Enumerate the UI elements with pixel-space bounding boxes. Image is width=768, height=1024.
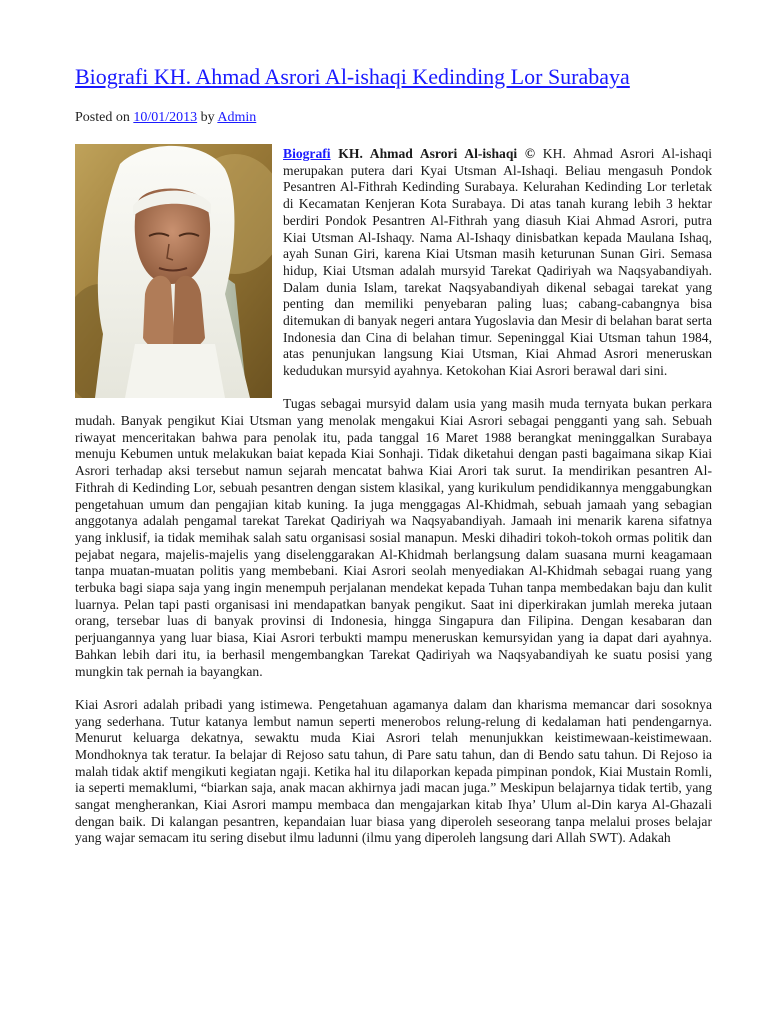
intro-paragraph <box>75 146 712 380</box>
post-meta <box>75 108 256 128</box>
title-link[interactable]: Biografi KH. Ahmad Asrori Al-ishaqi Kedinding Lor Surabaya <box>75 64 630 89</box>
post-date-link[interactable]: 10/01/2013 <box>133 110 198 125</box>
biografi-link[interactable]: Biografi <box>283 146 331 161</box>
intro-text: KH. Ahmad Asrori Al-ishaqi merupakan putera dari Kyai Utsman Al-Ishaqi. Beliau mengasuh Pondok Pesantren Al-Fithrah Kedinding Surabaya. Kelurahan Kedinding Lor terletak di Kecamatan Kenjeran Kota Surabaya. Di atas tanah kurang lebih 3 hektar berdiri Pondok Pesantren Al-Fithrah yang diasuh Kiai Ahmad Asrori, putra Kiai Utsman Al-Ishaqy. Nama Al-Ishaqy dinisbatkan kepada Maulana Ishaq, ayah Sunan Giri, karena Kiai Utsman masih keturunan Sunan Giri. Semasa hidup, Kiai Utsman adalah mursyid Tarekat Qadiriyah wa Naqsyabandiyah. Dalam dunia Islam, tarekat Naqsyabandiyah dikenal sebagai tarekat yang penting dan memiliki penyebaran paling luas; cabang-cabangnya bisa ditemukan di banyak negeri antara Yugoslavia dan Mesir di belahan barat serta Indonesia dan Cina di belahan timur. Sepeninggal Kiai Utsman tahun 1984, atas penunjukan langsung Kiai Utsman, Kiai Ahmad Asrori meneruskan kedudukan mursyid ayahnya. Ketokohan Kiai Asrori berawal dari sini. <box>283 146 712 379</box>
image-wrap-space <box>75 146 283 398</box>
article-body <box>75 146 712 864</box>
author-link[interactable]: Admin <box>217 110 257 125</box>
page-title <box>75 62 735 92</box>
paragraph-3: Kiai Asrori adalah pribadi yang istimewa. Pengetahuan agamanya dalam dan kharisma memancar dari sosoknya yang sederhana. Tutur katanya lembut namun seperti menerobos relung-relung di kedalaman hati pendengarnya. Menurut keluarga dekatnya, sewaktu muda Kiai Asrori telah menunjukkan keistimewaan-keistimewaan. Mondhoknya tak teratur. Ia belajar di Rejoso satu tahun, di Pare satu tahun, dan di Bendo satu tahun. Di Rejoso ia malah tidak aktif mengikuti kegiatan ngaji. Ketika hal itu dilaporkan kepada pimpinan pondok, Kiai Mustain Romli, ia seperti memaklumi, “biarkan saja, anak macan akhirnya jadi macan juga.” Meskipun belajarnya tidak tertib, yang sangat mengherankan, Kiai Asrori mampu membaca dan mengajarkan kitab Ihya’ Ulum al-Din karya Al-Ghazali dengan baik. Di kalangan pesantren, kepandaian luar biasa yang diperoleh seseorang tanpa melalui proses belajar yang wajar semacam itu sering disebut ilmu ladunni (ilmu yang diperoleh langsung dari Allah SWT). Adakah <box>75 696 712 846</box>
intro-name: KH. Ahmad Asrori Al-ishaqi © <box>338 146 536 161</box>
by-label: by <box>200 110 215 125</box>
posted-on-label: Posted on <box>75 110 130 125</box>
paragraph-2: Tugas sebagai mursyid dalam usia yang masih muda ternyata bukan perkara mudah. Banyak pengikut Kiai Utsman yang menolak mengakui Kiai Asrori sebagai pengganti yang sah. Sebuah riwayat menceritakan bahwa para penolak itu, pada tanggal 16 Maret 1988 berangkat meninggalkan Surabaya menuju Kebumen untuk melakukan baiat kepada Kiai Sonhaji. Tidak diketahui dengan pasti bagaimana sikap Kiai Asrori terhadap aksi tersebut namun sejarah mencatat bahwa Kiai Arori tak surut. Ia mendirikan pesantren Al-Fithrah di Kedinding Lor, sebuah pesantren dengan sistem klasikal, yang kurikulum pendidikannya menggabungkan pengetahuan umum dan pengajian kitab kuning. Ia juga menggagas Al-Khidmah, sebuah jamaah yang sebagian anggotanya adalah pengamal tarekat Tarekat Qadiriyah wa Naqsyabandiyah. Jamaah ini menarik karena sifatnya yang inklusif, ia tidak memihak salah satu organisasi sosial manapun. Meski dihadiri tokoh-tokoh ormas politik dan pejabat negara, majelis-majelis yang diselenggarakan Al-Khidmah berlangsung dalam suasana murni keagamaan tanpa muatan-muatan politis yang membebani. Kiai Asrori seolah menyediakan Al-Khidmah sebagai ruang yang terbuka bagi siapa saja yang ingin menempuh perjalanan mendekat kepada Tuhan tanpa membedakan baju dan kulit luarnya. Pelan tapi pasti organisasi ini mendapatkan banyak pengikut. Saat ini diperkirakan jumlah mereka jutaan orang, tersebar luas di banyak provinsi di Indonesia, hingga Singapura dan Filipina. Dengan kesabaran dan perjuangannya yang luar biasa, Kiai Asrori terbukti mampu meneruskan kemursyidan yang ia dapat dari ayahnya. Bahkan lebih dari itu, ia berhasil mengembangkan Tarekat Qadiriyah wa Naqsyabandiyah ke suatu posisi yang mungkin tak pernah ia bayangkan. <box>75 396 712 679</box>
